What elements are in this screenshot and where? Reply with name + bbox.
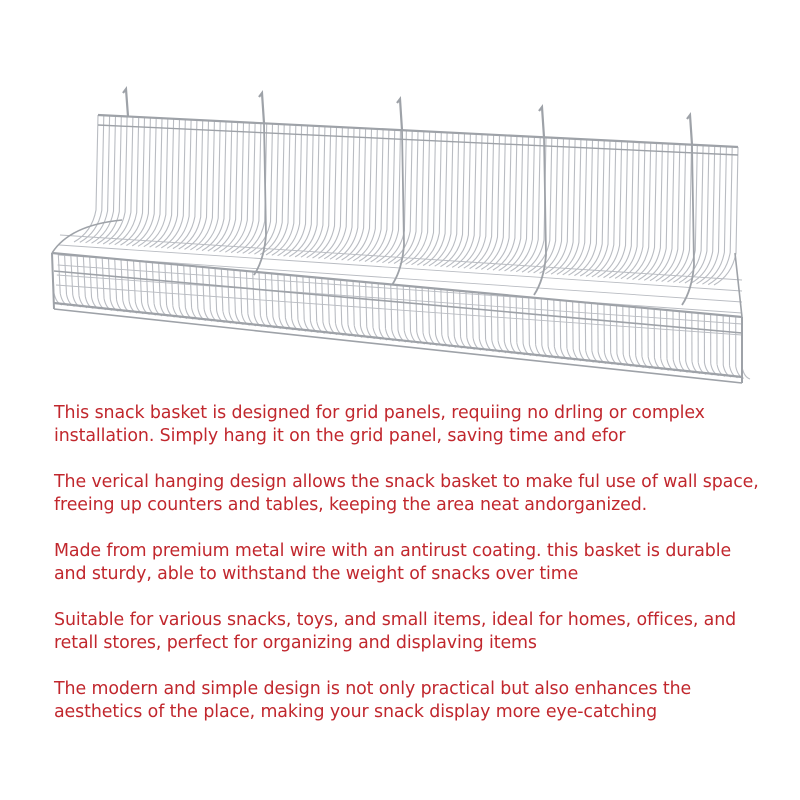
wire-basket-drawing	[30, 85, 770, 390]
description-paragraph-installation: This snack basket is designed for grid panels, requiing no drling or complex installation. Simply hang it on the grid panel, saving time and efor	[54, 403, 705, 446]
description-paragraph-design: The modern and simple design is not only practical but also enhances the aesthetics of the place, making your snack display more eye-catching	[54, 679, 692, 722]
description-paragraph-space-saving: The verical hanging design allows the snack basket to make ful use of wall space, freeing up counters and tables, keeping the area neat andorganized.	[54, 472, 759, 515]
product-description	[54, 402, 766, 747]
wire-snack-basket-image	[30, 85, 770, 390]
description-paragraph-uses: Suitable for various snacks, toys, and small items, ideal for homes, offices, and retall stores, perfect for organizing and displaving items	[54, 610, 737, 653]
description-paragraph-material: Made from premium metal wire with an antirust coating. this basket is durable and sturdy, able to withstand the weight of snacks over time	[54, 541, 732, 584]
